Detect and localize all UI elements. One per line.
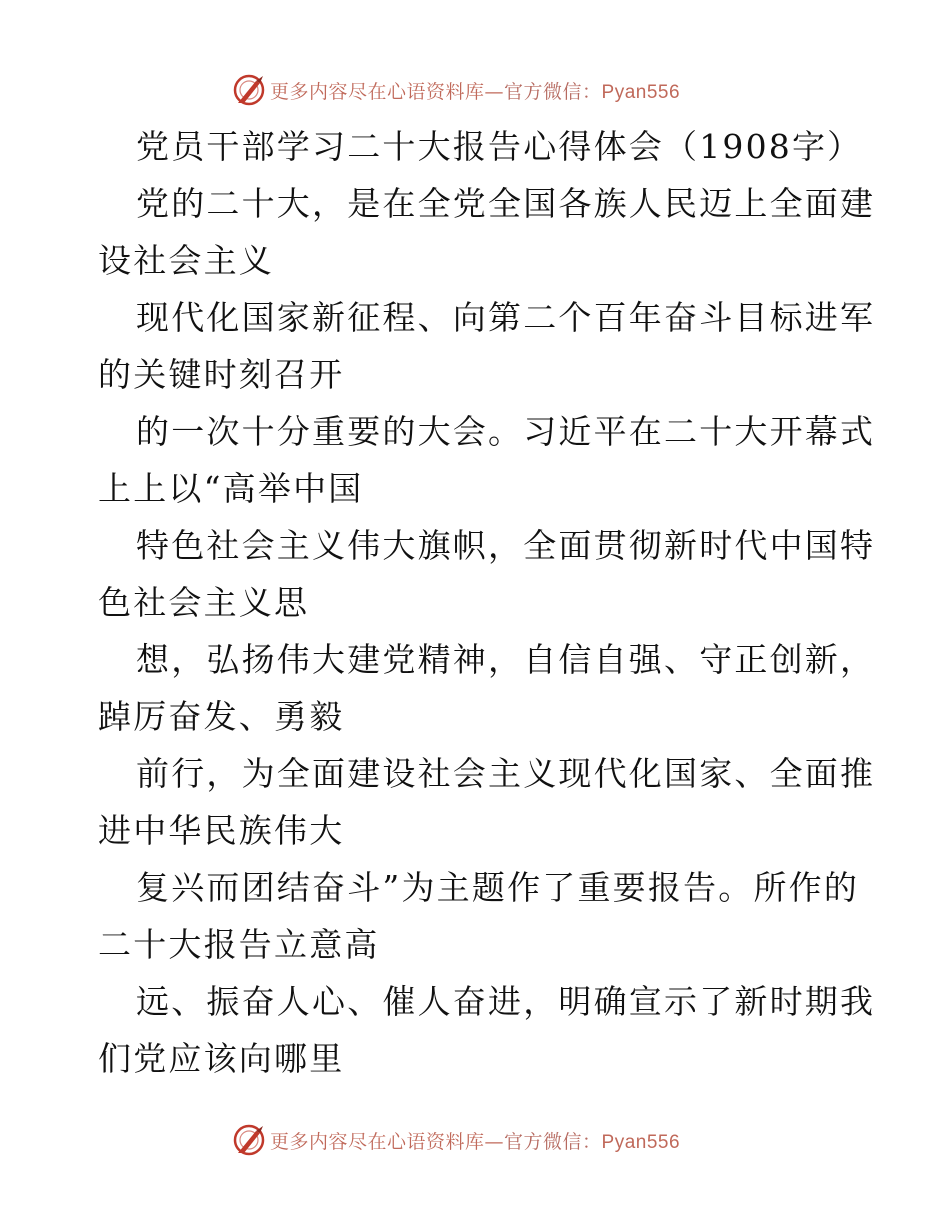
- document-line: 复兴而团结奋斗”为主题作了重要报告。所作的: [136, 868, 860, 907]
- document-line: 想，弘扬伟大建党精神，自信自强、守正创新，: [136, 640, 876, 679]
- document-line: 上上以“高举中国: [98, 469, 364, 508]
- header-contact-label: 官方微信：: [504, 80, 602, 103]
- document-body: [98, 118, 876, 1087]
- document-line: 们党应该向哪里: [98, 1039, 345, 1078]
- header-banner: [232, 70, 712, 110]
- footer-wechat-handle: Pyan556: [601, 1131, 681, 1153]
- document-line: 的一次十分重要的大会。习近平在二十大开幕式: [136, 412, 876, 451]
- document-line: 二十大报告立意高: [98, 925, 380, 964]
- header-banner-text: [270, 77, 680, 104]
- header-dash: —: [484, 80, 505, 103]
- document-title: 党员干部学习二十大报告心得体会（1908字）: [136, 127, 863, 166]
- document-line: 的关键时刻召开: [98, 355, 345, 394]
- document-line: 踔厉奋发、勇毅: [98, 697, 345, 736]
- quill-seal-logo-icon: [232, 73, 266, 107]
- quill-seal-logo-icon: [232, 1123, 266, 1157]
- document-line: 色社会主义思: [98, 583, 310, 622]
- document-line: 特色社会主义伟大旗帜，全面贯彻新时代中国特: [136, 526, 876, 565]
- document-line: 设社会主义: [98, 241, 274, 280]
- footer-banner-text: [270, 1127, 680, 1154]
- footer-brand-text: 更多内容尽在心语资料库: [270, 1130, 485, 1153]
- document-line: 党的二十大，是在全党全国各族人民迈上全面建: [136, 184, 876, 223]
- document-line: 进中华民族伟大: [98, 811, 345, 850]
- footer-contact-label: 官方微信：: [504, 1130, 602, 1153]
- document-line: 前行，为全面建设社会主义现代化国家、全面推: [136, 754, 876, 793]
- header-brand-text: 更多内容尽在心语资料库: [270, 80, 485, 103]
- footer-dash: —: [484, 1130, 505, 1153]
- document-line: 远、振奋人心、催人奋进，明确宣示了新时期我: [136, 982, 876, 1021]
- document-line: 现代化国家新征程、向第二个百年奋斗目标进军: [136, 298, 876, 337]
- header-wechat-handle: Pyan556: [601, 81, 681, 103]
- footer-banner: [232, 1120, 712, 1160]
